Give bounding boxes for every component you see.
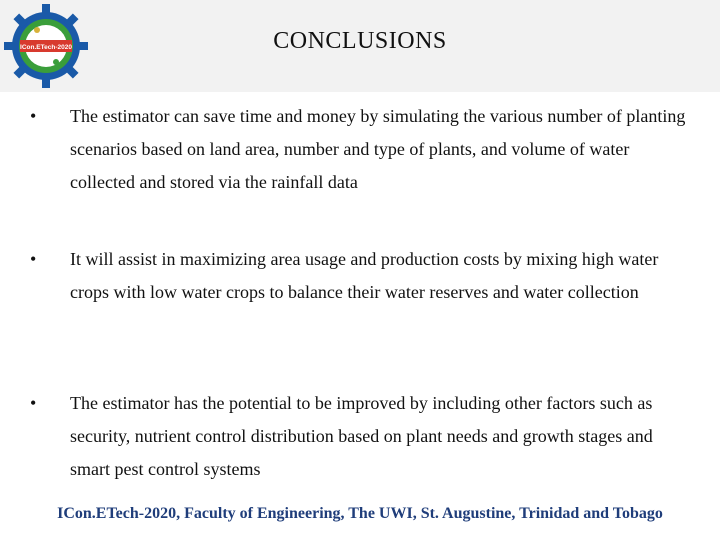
bullet-text: The estimator has the potential to be improved by including other factors such as security, nutrient control distribution based on plant needs and growth stages and smart pest control systems [70, 393, 653, 479]
bullet-text: The estimator can save time and money by simulating the various number of planting scenarios based on land area, number and type of plants, and volume of water collected and stored via the rainfall data [70, 106, 686, 192]
logo-text: ICon.ETech-2020 [20, 44, 72, 51]
bullet-text: It will assist in maximizing area usage and production costs by mixing high water crops with low water crops to balance their water reserves and water collection [70, 249, 659, 302]
bullet-symbol: • [30, 393, 37, 413]
page-title: CONCLUSIONS [273, 28, 447, 54]
bullet-symbol: • [30, 249, 37, 269]
slide-header [0, 0, 720, 92]
footer-credit: ICon.ETech-2020, Faculty of Engineering, The UWI, St. Augustine, Trinidad and Tobago [57, 505, 663, 522]
bullet-symbol: • [30, 106, 37, 126]
